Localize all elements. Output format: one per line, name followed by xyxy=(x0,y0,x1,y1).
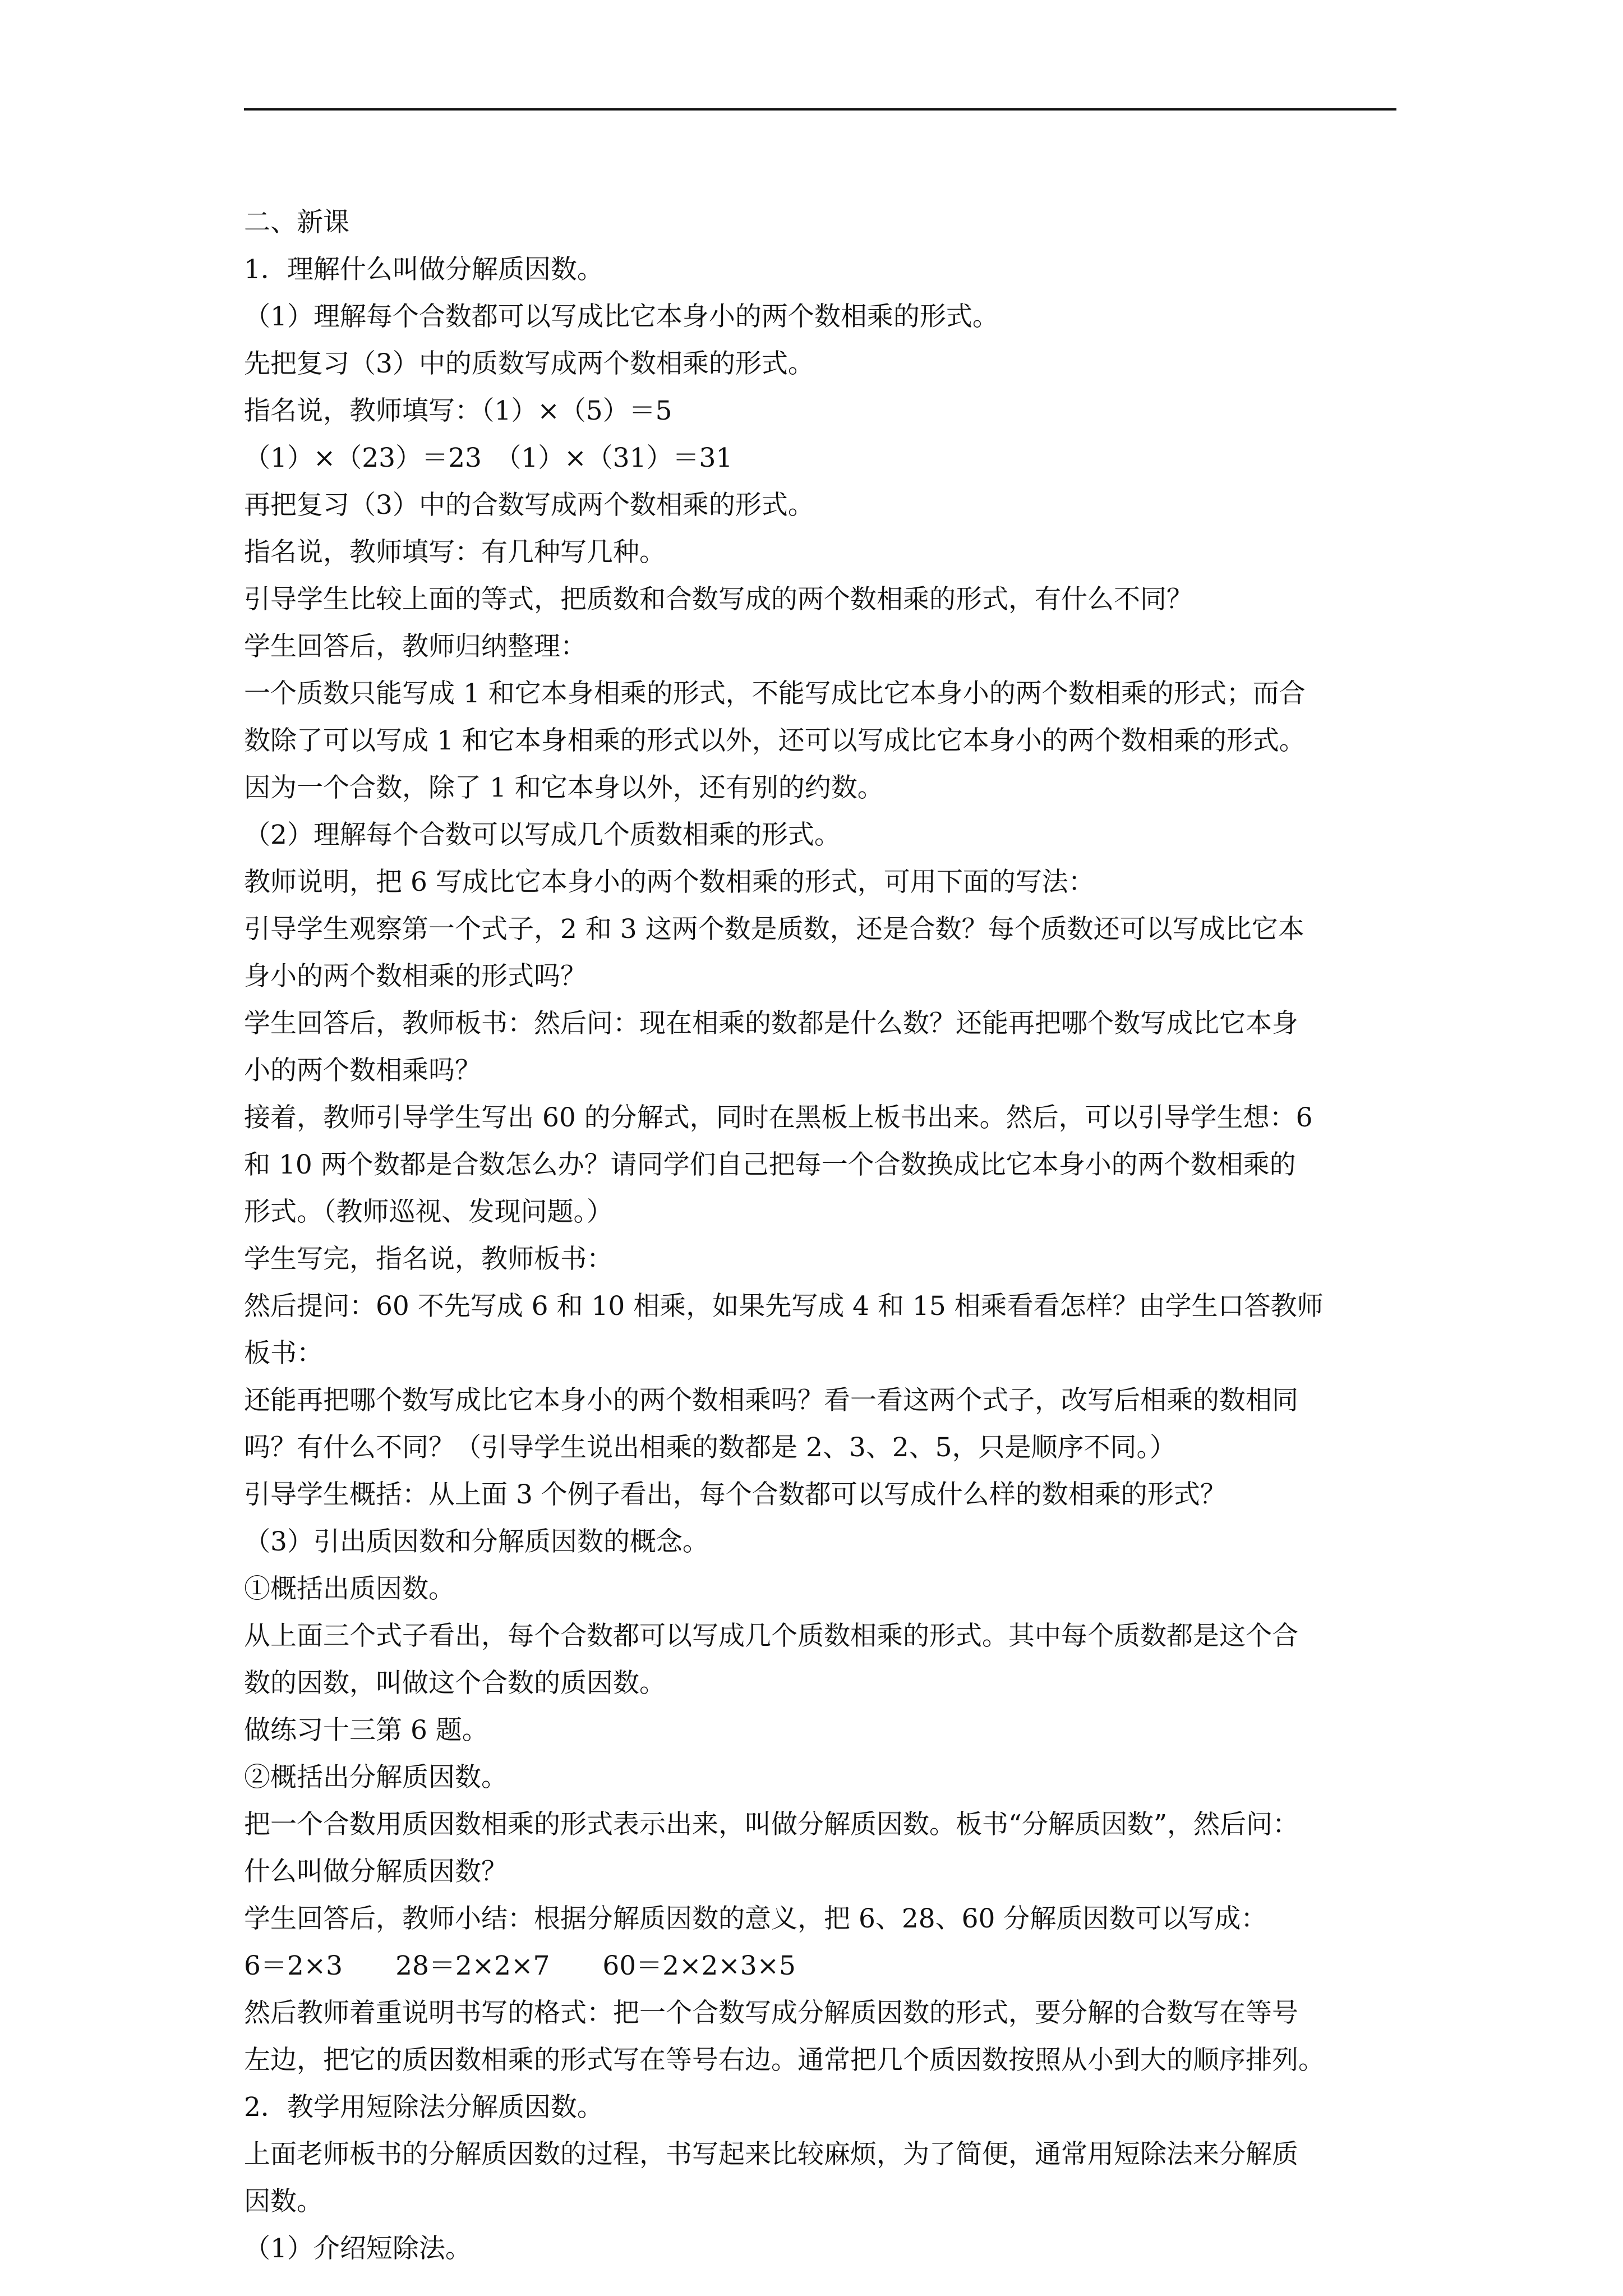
text-line: ②概括出分解质因数。 xyxy=(244,1762,508,1793)
text-line: 指名说，教师填写：有几种写几种。 xyxy=(244,537,666,568)
text-line: 什么叫做分解质因数？ xyxy=(244,1856,508,1887)
text-line: （3）引出质因数和分解质因数的概念。 xyxy=(244,1526,709,1557)
text-line: 一个质数只能写成 1 和它本身相乘的形式，不能写成比它本身小的两个数相乘的形式；而合 xyxy=(244,678,1306,709)
text-line: 身小的两个数相乘的形式吗？ xyxy=(244,961,587,992)
text-line: （2）理解每个合数可以写成几个质数相乘的形式。 xyxy=(244,820,841,850)
text-line: 因数。 xyxy=(244,2186,323,2217)
text-line: 再把复习（3）中的合数写成两个数相乘的形式。 xyxy=(244,490,814,521)
text-line: 做练习十三第 6 题。 xyxy=(244,1715,488,1746)
text-line: 引导学生观察第一个式子，2 和 3 这两个数是质数，还是合数？每个质数还可以写成比它本 xyxy=(244,914,1304,945)
text-line: 学生回答后，教师小结：根据分解质因数的意义，把 6、28、60 分解质因数可以写成： xyxy=(244,1903,1267,1934)
text-line: 2．教学用短除法分解质因数。 xyxy=(244,2092,603,2123)
text-line: 吗？有什么不同？（引导学生说出相乘的数都是 2、3、2、5，只是顺序不同。） xyxy=(244,1432,1177,1463)
text-line: 接着，教师引导学生写出 60 的分解式，同时在黑板上板书出来。然后，可以引导学生想：6 xyxy=(244,1102,1313,1133)
text-line: 小的两个数相乘吗？ xyxy=(244,1055,481,1086)
text-line: 教师说明，把 6 写成比它本身小的两个数相乘的形式，可用下面的写法： xyxy=(244,867,1095,898)
text-line: 6＝2×3 28＝2×2×7 60＝2×2×3×5 xyxy=(244,1950,796,1981)
text-line: 然后提问：60 不先写成 6 和 10 相乘，如果先写成 4 和 15 相乘看看怎样？由学生口答教师 xyxy=(244,1291,1324,1322)
text-line: 因为一个合数，除了 1 和它本身以外，还有别的约数。 xyxy=(244,772,884,803)
text-line: （1）介绍短除法。 xyxy=(244,2233,472,2264)
header-rule xyxy=(244,108,1396,111)
text-line: 上面老师板书的分解质因数的过程，书写起来比较麻烦，为了简便，通常用短除法来分解质 xyxy=(244,2139,1298,2170)
text-line: 学生写完，指名说，教师板书： xyxy=(244,1244,613,1274)
text-line: 还能再把哪个数写成比它本身小的两个数相乘吗？看一看这两个式子，改写后相乘的数相同 xyxy=(244,1385,1298,1416)
text-line: （1）×（23）＝23 （1）×（31）＝31 xyxy=(244,443,733,473)
text-line: 和 10 两个数都是合数怎么办？请同学们自己把每一个合数换成比它本身小的两个数相乘的 xyxy=(244,1149,1296,1180)
text-line: 学生回答后，教师归纳整理： xyxy=(244,631,587,662)
text-line: （1）理解每个合数都可以写成比它本身小的两个数相乘的形式。 xyxy=(244,301,999,332)
text-line: 然后教师着重说明书写的格式：把一个合数写成分解质因数的形式，要分解的合数写在等号 xyxy=(244,1998,1298,2028)
text-line: 形式。（教师巡视、发现问题。） xyxy=(244,1197,613,1227)
text-line: 把一个合数用质因数相乘的形式表示出来，叫做分解质因数。板书“分解质因数”，然后问： xyxy=(244,1809,1299,1840)
text-line: ①概括出质因数。 xyxy=(244,1573,455,1604)
text-line: 学生回答后，教师板书：然后问：现在相乘的数都是什么数？还能再把哪个数写成比它本身 xyxy=(244,1008,1298,1039)
document-body xyxy=(244,199,1396,2272)
text-line: 先把复习（3）中的质数写成两个数相乘的形式。 xyxy=(244,348,814,379)
text-line: 1．理解什么叫做分解质因数。 xyxy=(244,254,603,285)
text-line: 二、新课 xyxy=(244,207,349,238)
text-line: 从上面三个式子看出，每个合数都可以写成几个质数相乘的形式。其中每个质数都是这个合 xyxy=(244,1621,1298,1651)
text-line: 左边，把它的质因数相乘的形式写在等号右边。通常把几个质因数按照从小到大的顺序排列。 xyxy=(244,2045,1325,2076)
text-line: 数的因数，叫做这个合数的质因数。 xyxy=(244,1668,666,1699)
text-line: 引导学生比较上面的等式，把质数和合数写成的两个数相乘的形式，有什么不同？ xyxy=(244,584,1193,615)
text-line: 数除了可以写成 1 和它本身相乘的形式以外，还可以写成比它本身小的两个数相乘的形式。 xyxy=(244,725,1306,756)
text-line: 板书： xyxy=(244,1338,323,1369)
text-line: 引导学生概括：从上面 3 个例子看出，每个合数都可以写成什么样的数相乘的形式？ xyxy=(244,1479,1227,1510)
text-line: 指名说，教师填写：（1）×（5）＝5 xyxy=(244,395,672,426)
